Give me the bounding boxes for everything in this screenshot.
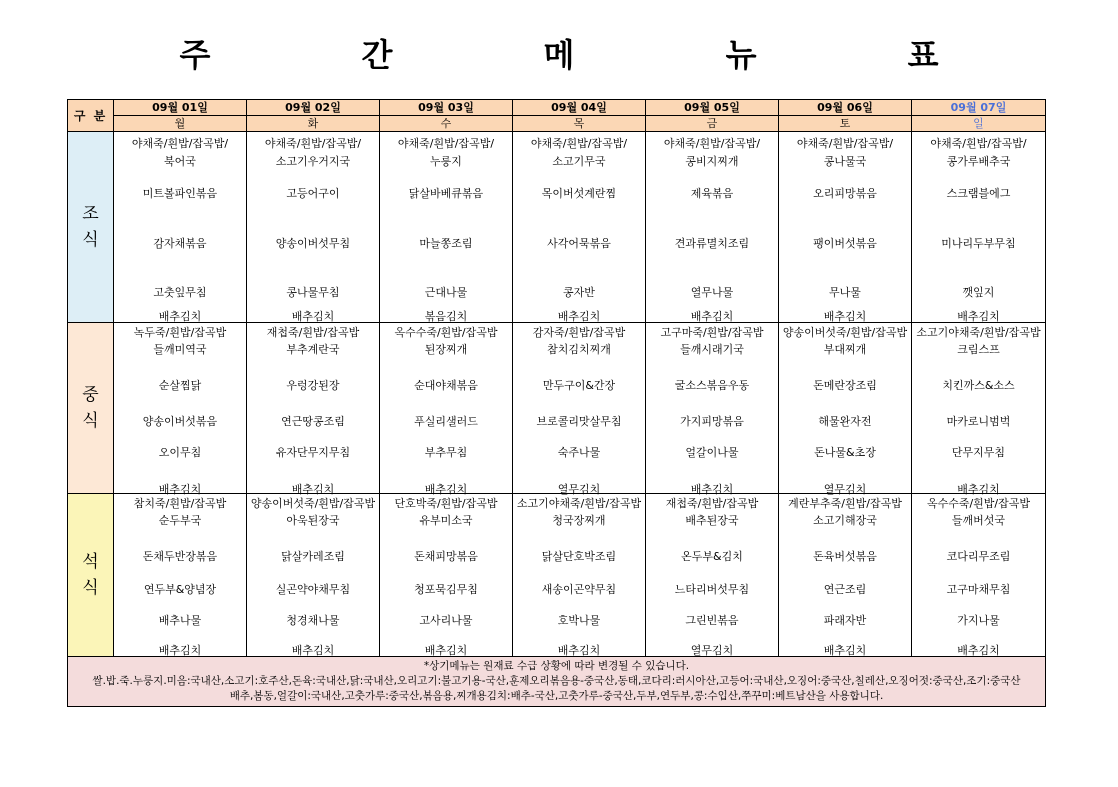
day-wed: 수 xyxy=(380,116,513,132)
menu-item: 콩나물국 xyxy=(823,155,867,168)
menu-item: 야채죽/흰밥/잡곡밥/ xyxy=(930,137,1027,150)
menu-item: 배추김치 xyxy=(690,310,734,323)
menu-item: 열무김치 xyxy=(690,644,734,657)
menu-item: 열무김치 xyxy=(557,483,601,496)
menu-item: 연근조림 xyxy=(823,583,867,596)
menu-item: 감자채볶음 xyxy=(153,237,207,250)
menu-item: 옥수수죽/흰밥/잡곡밥 xyxy=(394,326,498,339)
menu-item: 가지피망볶음 xyxy=(680,415,744,428)
menu-item: 열무나물 xyxy=(690,286,734,299)
menu-item: 배추김치 xyxy=(424,644,468,657)
menu-item: 소고기우거지국 xyxy=(275,155,351,168)
menu-item: 양송이버섯볶음 xyxy=(142,415,218,428)
menu-item: 깻잎지 xyxy=(962,286,995,299)
menu-item: 돈채피망볶음 xyxy=(414,550,478,563)
menu-item: 굴소스볶음우동 xyxy=(674,379,750,392)
menu-item: 배추김치 xyxy=(823,310,867,323)
menu-item: 돈채두반장볶음 xyxy=(142,550,218,563)
menu-item: 소고기해장국 xyxy=(813,514,877,527)
menu-item: 부추계란국 xyxy=(286,343,340,356)
menu-item: 배추김치 xyxy=(424,483,468,496)
menu-item: 근대나물 xyxy=(424,286,468,299)
dinner-day-2 xyxy=(380,494,513,657)
menu-item: 콩나물무침 xyxy=(286,286,340,299)
menu-item: 돈메란장조림 xyxy=(813,379,877,392)
menu-item: 유부미소국 xyxy=(419,514,473,527)
menu-item: 재첩죽/흰밥/잡곡밥 xyxy=(266,326,360,339)
day-sun: 일 xyxy=(912,116,1046,132)
dinner-day-0 xyxy=(114,494,247,657)
menu-item: 우렁강된장 xyxy=(286,379,340,392)
menu-item: 사각어묵볶음 xyxy=(547,237,611,250)
menu-item: 들깨미역국 xyxy=(153,343,207,356)
menu-item: 실곤약야채무침 xyxy=(275,583,351,596)
menu-item: 미트볼파인볶음 xyxy=(142,187,218,200)
menu-item: 콩자반 xyxy=(563,286,595,299)
menu-item: 고사리나물 xyxy=(419,614,473,627)
lunch-day-5 xyxy=(779,323,912,494)
menu-item: 참치죽/흰밥/잡곡밥 xyxy=(133,497,227,510)
menu-item: 배추김치 xyxy=(957,483,1000,496)
origin-notice xyxy=(68,657,1046,707)
day-row xyxy=(68,116,1046,132)
menu-item: 참치김치찌개 xyxy=(547,343,611,356)
menu-item: 크림스프 xyxy=(957,343,1000,356)
dinner-day-5 xyxy=(779,494,912,657)
breakfast-label: 조 식 xyxy=(68,132,114,323)
menu-item: 부추무침 xyxy=(424,446,468,459)
menu-item: 배추김치 xyxy=(957,644,1000,657)
menu-item: 볶음김치 xyxy=(424,310,468,323)
menu-item: 북어국 xyxy=(164,155,196,168)
menu-item: 야채죽/흰밥/잡곡밥/ xyxy=(796,137,894,150)
menu-item: 양송이버섯무침 xyxy=(275,237,351,250)
menu-item: 양송이버섯죽/흰밥/잡곡밥 xyxy=(782,326,908,339)
menu-item: 고구마죽/흰밥/잡곡밥 xyxy=(660,326,764,339)
breakfast-day-5 xyxy=(779,132,912,323)
menu-item: 녹두죽/흰밥/잡곡밥 xyxy=(133,326,227,339)
menu-item: 고등어구이 xyxy=(286,187,340,200)
date-thu: 09월 04일 xyxy=(513,100,646,116)
menu-item: 들깨버섯국 xyxy=(951,514,1006,527)
menu-item: 배추김치 xyxy=(557,310,601,323)
day-fri: 금 xyxy=(646,116,779,132)
menu-item: 새송이곤약무침 xyxy=(541,583,617,596)
menu-item: 계란부추죽/흰밥/잡곡밥 xyxy=(788,497,902,510)
menu-item: 청포묵김무침 xyxy=(414,583,478,596)
menu-item: 견과류멸치조림 xyxy=(674,237,750,250)
menu-item: 돈나물&초장 xyxy=(814,446,876,459)
date-row xyxy=(68,100,1046,116)
menu-item: 온두부&김치 xyxy=(681,550,743,563)
menu-item: 호박나물 xyxy=(557,614,601,627)
menu-item: 배추된장국 xyxy=(685,514,739,527)
menu-item: 고구마채무침 xyxy=(946,583,1011,596)
menu-item: 배추김치 xyxy=(291,310,335,323)
menu-item: 파래자반 xyxy=(823,614,867,627)
menu-item: 콩가루배추국 xyxy=(946,155,1011,168)
menu-item: 누룽지 xyxy=(430,155,462,168)
menu-item: 미나리두부무침 xyxy=(941,237,1016,250)
dinner-day-1 xyxy=(247,494,380,657)
date-wed: 09월 03일 xyxy=(380,100,513,116)
menu-item: 야채죽/흰밥/잡곡밥/ xyxy=(264,137,362,150)
menu-item: 팽이버섯볶음 xyxy=(813,237,877,250)
menu-item: 단무지무침 xyxy=(951,446,1006,459)
day-mon: 월 xyxy=(114,116,247,132)
menu-item: 무나물 xyxy=(829,286,861,299)
menu-item: 콩비지찌개 xyxy=(685,155,739,168)
menu-item: 배추나물 xyxy=(158,614,202,627)
breakfast-day-1 xyxy=(247,132,380,323)
menu-item: 청경채나물 xyxy=(286,614,340,627)
lunch-row xyxy=(68,323,1046,494)
footer-row xyxy=(68,657,1046,707)
menu-item: 순대야채볶음 xyxy=(414,379,478,392)
menu-item: 닭살바베큐볶음 xyxy=(408,187,484,200)
menu-item: 숙주나물 xyxy=(557,446,601,459)
day-tue: 화 xyxy=(247,116,380,132)
menu-item: 해물완자전 xyxy=(818,415,872,428)
menu-item: 청국장찌개 xyxy=(552,514,606,527)
menu-item: 배추김치 xyxy=(957,310,1000,323)
menu-item: 야채죽/흰밥/잡곡밥/ xyxy=(663,137,761,150)
menu-item: 소고기야채죽/흰밥/잡곡밥 xyxy=(516,497,642,510)
menu-item: 배추김치 xyxy=(690,483,734,496)
menu-item: 양송이버섯죽/흰밥/잡곡밥 xyxy=(250,497,376,510)
breakfast-day-0 xyxy=(114,132,247,323)
breakfast-row xyxy=(68,132,1046,323)
menu-item: 소고기무국 xyxy=(552,155,606,168)
lunch-day-4 xyxy=(646,323,779,494)
day-thu: 목 xyxy=(513,116,646,132)
menu-item: 배추김치 xyxy=(158,644,202,657)
menu-item: 유자단무지무침 xyxy=(275,446,351,459)
date-fri: 09월 05일 xyxy=(646,100,779,116)
menu-item: 배추김치 xyxy=(291,483,335,496)
breakfast-day-4 xyxy=(646,132,779,323)
lunch-day-0 xyxy=(114,323,247,494)
lunch-day-1 xyxy=(247,323,380,494)
gubun-label: 구 분 xyxy=(68,100,114,132)
dinner-row xyxy=(68,494,1046,657)
lunch-label: 중 식 xyxy=(68,323,114,494)
notice-line3: 배추,봄동,얼갈이:국내산,고춧가루:중국산,볶음용,찌개용김치:배추-국산,고춧가루-중국산,두부,연두부,콩:수입산,쭈꾸미:베트남산을 사용합니다. xyxy=(229,690,884,702)
menu-item: 얼갈이나물 xyxy=(685,446,739,459)
menu-item: 재첩죽/흰밥/잡곡밥 xyxy=(665,497,759,510)
menu-item: 소고기야채죽/흰밥/잡곡밥 xyxy=(916,326,1041,339)
menu-item: 돈육버섯볶음 xyxy=(813,550,877,563)
menu-item: 야채죽/흰밥/잡곡밥/ xyxy=(131,137,229,150)
menu-item: 배추김치 xyxy=(158,483,202,496)
dinner-label: 석 식 xyxy=(68,494,114,657)
menu-item: 감자죽/흰밥/잡곡밥 xyxy=(532,326,626,339)
menu-item: 야채죽/흰밥/잡곡밥/ xyxy=(397,137,495,150)
weekly-menu-table xyxy=(67,99,1046,707)
menu-item: 연근땅콩조림 xyxy=(281,415,345,428)
menu-item: 열무김치 xyxy=(823,483,867,496)
menu-item: 순두부국 xyxy=(158,514,202,527)
notice-line1: *상기메뉴는 원재료 수급 상황에 따라 변경될 수 있습니다. xyxy=(423,660,690,672)
menu-item: 배추김치 xyxy=(291,644,335,657)
menu-item: 브로콜리맛살무침 xyxy=(536,415,622,428)
menu-item: 옥수수죽/흰밥/잡곡밥 xyxy=(926,497,1031,510)
menu-item: 부대찌개 xyxy=(823,343,867,356)
menu-item: 마늘쫑조림 xyxy=(419,237,473,250)
menu-item: 배추김치 xyxy=(823,644,867,657)
menu-item: 닭살카레조림 xyxy=(281,550,345,563)
menu-item: 고춧잎무침 xyxy=(153,286,207,299)
menu-item: 푸실리샐러드 xyxy=(414,415,478,428)
page-title: 주 간 메 뉴 표 xyxy=(179,36,1009,74)
menu-item: 그린빈볶음 xyxy=(685,614,739,627)
menu-item: 코다리무조림 xyxy=(946,550,1011,563)
menu-item: 오리피망볶음 xyxy=(813,187,877,200)
menu-item: 느타리버섯무침 xyxy=(674,583,750,596)
menu-item: 된장찌개 xyxy=(424,343,468,356)
lunch-day-2 xyxy=(380,323,513,494)
lunch-day-6 xyxy=(912,323,1046,494)
menu-item: 목이버섯계란찜 xyxy=(541,187,617,200)
breakfast-day-3 xyxy=(513,132,646,323)
breakfast-day-2 xyxy=(380,132,513,323)
menu-item: 배추김치 xyxy=(158,310,202,323)
menu-item: 야채죽/흰밥/잡곡밥/ xyxy=(530,137,628,150)
menu-item: 순살찜닭 xyxy=(158,379,202,392)
menu-item: 가지나물 xyxy=(957,614,1000,627)
dinner-day-4 xyxy=(646,494,779,657)
menu-item: 아욱된장국 xyxy=(286,514,340,527)
lunch-day-3 xyxy=(513,323,646,494)
breakfast-day-6 xyxy=(912,132,1046,323)
menu-item: 스크램블에그 xyxy=(946,187,1011,200)
notice-line2: 쌀.밥.죽.누룽지.미음:국내산,소고기:호주산,돈육:국내산,닭:국내산,오리고기:불고기용-국산,훈제오리볶음용-중국산,동태,코다리:러시아산,고등어:국내산,오징어:중국산,칠레산,오징어젓:중국산,조기:중국산 xyxy=(92,675,1021,687)
menu-item: 마카로니범벅 xyxy=(946,415,1011,428)
menu-item: 단호박죽/흰밥/잡곡밥 xyxy=(394,497,498,510)
menu-item: 닭살단호박조림 xyxy=(541,550,617,563)
date-tue: 09월 02일 xyxy=(247,100,380,116)
date-sun: 09월 07일 xyxy=(912,100,1046,116)
menu-item: 만두구이&간장 xyxy=(542,379,616,392)
date-mon: 09월 01일 xyxy=(114,100,247,116)
menu-item: 연두부&양념장 xyxy=(143,583,217,596)
menu-item: 배추김치 xyxy=(557,644,601,657)
menu-item: 제육볶음 xyxy=(690,187,734,200)
day-sat: 토 xyxy=(779,116,912,132)
date-sat: 09월 06일 xyxy=(779,100,912,116)
dinner-day-6 xyxy=(912,494,1046,657)
dinner-day-3 xyxy=(513,494,646,657)
menu-item: 오이무침 xyxy=(158,446,202,459)
menu-item: 들깨시래기국 xyxy=(680,343,744,356)
menu-item: 치킨까스&소스 xyxy=(942,379,1015,392)
